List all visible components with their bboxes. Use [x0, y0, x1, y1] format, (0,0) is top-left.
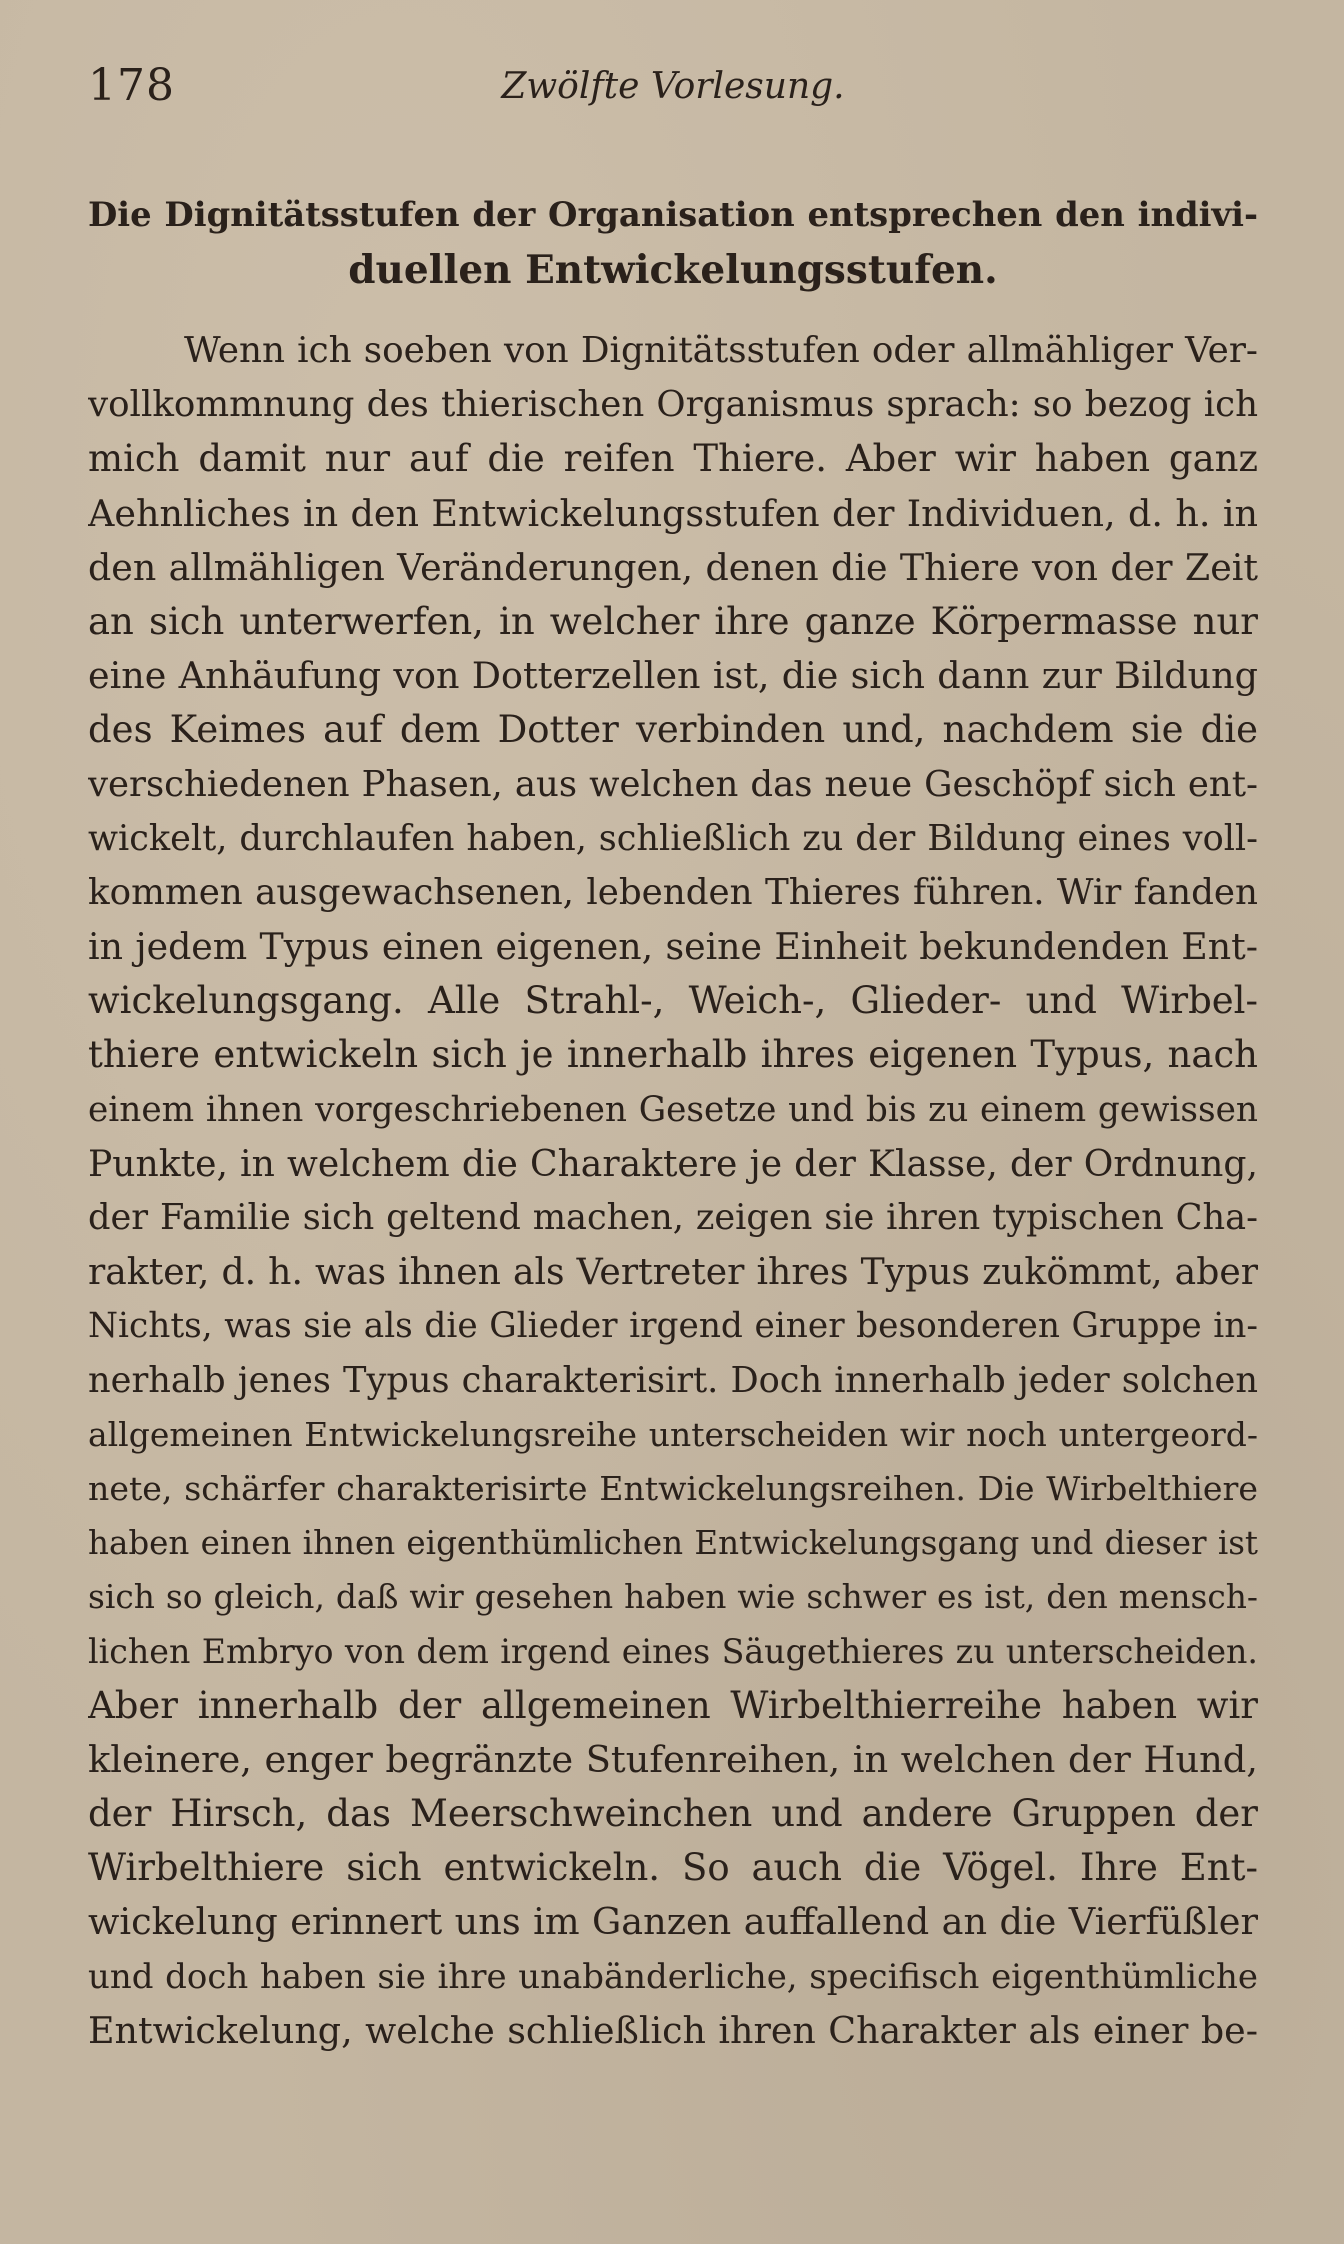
- text-line: allgemeinen Entwickelungsreihe unterscheiden wir noch untergeord-: [88, 1414, 1258, 1454]
- text-line: Entwickelung, welche schließlich ihren Charakter als einer be-: [88, 2008, 1258, 2052]
- text-line: Wirbelthiere sich entwickeln. So auch die Vögel. Ihre Ent-: [88, 1846, 1258, 1890]
- text-line: Aehnliches in den Entwickelungsstufen der Individuen, d. h. in: [88, 491, 1258, 535]
- section-title-line: duellen Entwickelungsstufen.: [348, 247, 998, 293]
- section-title-line: Die Dignitätsstufen der Organisation entsprechen den indivi-: [88, 194, 1258, 234]
- text-line: in jedem Typus einen eigenen, seine Einheit bekundenden Ent-: [88, 925, 1258, 969]
- text-line: haben einen ihnen eigenthümlichen Entwickelungsgang und dieser ist: [88, 1524, 1258, 1563]
- text-line: verschiedenen Phasen, aus welchen das neue Geschöpf sich ent-: [88, 763, 1258, 805]
- text-line: wickelt, durchlaufen haben, schließlich zu der Bildung eines voll-: [88, 817, 1258, 859]
- text-line: wickelungsgang. Alle Strahl-, Weich-, Glieder- und Wirbel-: [88, 979, 1258, 1023]
- text-line: einem ihnen vorgeschriebenen Gesetze und bis zu einem gewissen: [88, 1089, 1258, 1130]
- page-number: 178: [88, 60, 175, 111]
- text-line: des Keimes auf dem Dotter verbinden und, nachdem sie die: [88, 708, 1258, 752]
- text-line: an sich unterwerfen, in welcher ihre ganze Körpermasse nur: [88, 599, 1258, 643]
- text-line: Aber innerhalb der allgemeinen Wirbelthierreihe haben wir: [88, 1683, 1258, 1727]
- text-line: Wenn ich soeben von Dignitätsstufen oder allmähliger Ver-: [184, 330, 1258, 371]
- text-line: nete, schärfer charakterisirte Entwickelungsreihen. Die Wirbelthiere: [88, 1468, 1258, 1508]
- text-line: den allmähligen Veränderungen, denen die Thiere von der Zeit: [88, 545, 1258, 589]
- text-line: thiere entwickeln sich je innerhalb ihres eigenen Typus, nach: [88, 1033, 1258, 1077]
- text-line: lichen Embryo von dem irgend eines Säugethieres zu unterscheiden.: [88, 1631, 1258, 1671]
- text-line: und doch haben sie ihre unabänderliche, specifisch eigenthümliche: [88, 1956, 1258, 1997]
- text-line: kommen ausgewachsenen, lebenden Thieres führen. Wir fanden: [88, 871, 1258, 913]
- text-line: wickelung erinnert uns im Ganzen auffallend an die Vierfüßler: [88, 1900, 1258, 1944]
- text-line: der Hirsch, das Meerschweinchen und andere Gruppen der: [88, 1792, 1258, 1836]
- running-head: Zwölfte Vorlesung.: [501, 66, 845, 107]
- text-line: mich damit nur auf die reifen Thiere. Aber wir haben ganz: [88, 437, 1258, 481]
- text-line: kleinere, enger begränzte Stufenreihen, in welchen der Hund,: [88, 1737, 1258, 1781]
- paragraph: [88, 324, 1258, 2058]
- section-title: [88, 186, 1258, 298]
- page-header: [88, 60, 1258, 120]
- text-line: sich so gleich, daß wir gesehen haben wie schwer es ist, den mensch-: [88, 1578, 1258, 1617]
- text-line: nerhalb jenes Typus charakterisirt. Doch innerhalb jeder solchen: [88, 1359, 1258, 1401]
- text-line: eine Anhäufung von Dotterzellen ist, die sich dann zur Bildung: [88, 654, 1258, 698]
- text-line: Nichts, was sie als die Glieder irgend einer besonderen Gruppe in-: [88, 1306, 1258, 1347]
- text-line: der Familie sich geltend machen, zeigen sie ihren typischen Cha-: [88, 1197, 1258, 1238]
- text-line: rakter, d. h. was ihnen als Vertreter ihres Typus zukömmt, aber: [88, 1250, 1258, 1294]
- text-line: vollkommnung des thierischen Organismus sprach: so bezog ich: [88, 384, 1258, 426]
- text-line: Punkte, in welchem die Charaktere je der Klasse, der Ordnung,: [88, 1142, 1258, 1185]
